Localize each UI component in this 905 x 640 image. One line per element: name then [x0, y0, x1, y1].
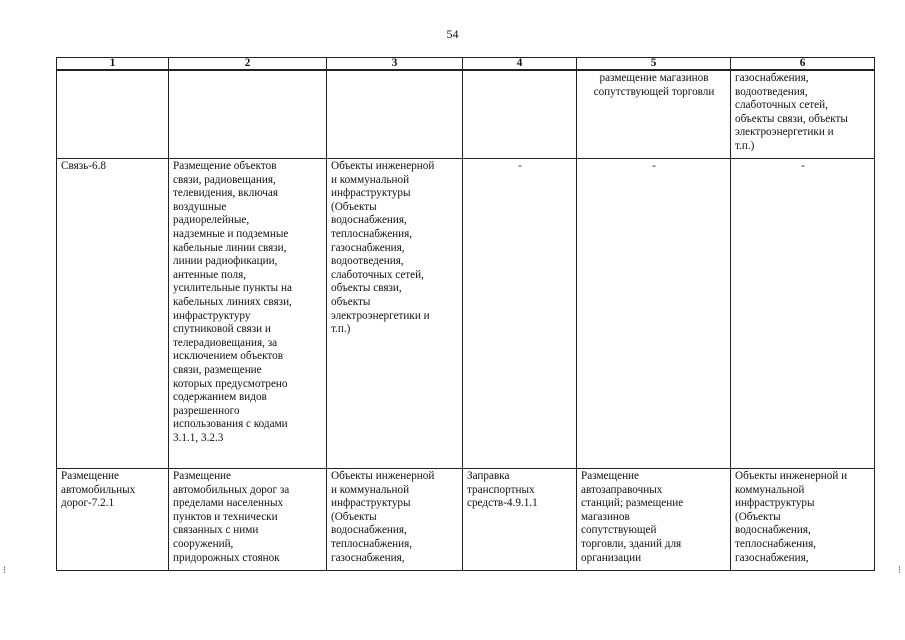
page-number: 54 [446, 27, 459, 41]
table-cell [327, 159, 463, 469]
table-cell [577, 159, 731, 469]
table-cell [463, 159, 577, 469]
table-cell [57, 70, 169, 159]
cell-text: - [518, 160, 522, 172]
table-cell [169, 70, 327, 159]
column-header-6: 6 [731, 58, 875, 71]
column-header-3: 3 [327, 58, 463, 71]
table-cell [577, 469, 731, 571]
cell-text: - [801, 160, 805, 172]
table-row [57, 469, 875, 571]
table-cell [327, 70, 463, 159]
scan-edge-mark: ⁝ [3, 565, 7, 576]
cell-text: Объекты инженерной и коммунальной инфраструктуры (Объекты водоснабжения, теплоснабжения, газоснабжения, [331, 470, 435, 564]
table-cell [327, 469, 463, 571]
table-cell [57, 159, 169, 469]
column-header-2: 2 [169, 58, 327, 71]
table-row [57, 159, 875, 469]
table-cell [731, 469, 875, 571]
table-row [57, 70, 875, 159]
column-header-1: 1 [57, 58, 169, 71]
cell-text: Объекты инженерной и коммунальной инфраструктуры (Объекты водоснабжения, теплоснабжения, газоснабжения, [735, 470, 848, 564]
cell-text: Заправка транспортных средств-4.9.1.1 [467, 470, 538, 510]
cell-text: Объекты инженерной и коммунальной инфраструктуры (Объекты водоснабжения, теплоснабжения, газоснабжения, водоотведения, слаботочных сетей, объекты связи, объекты электроэнергетики и т.п.) [331, 160, 435, 336]
column-header-5: 5 [577, 58, 731, 71]
scan-edge-mark: ⁝ [897, 565, 901, 576]
table-cell [57, 469, 169, 571]
table-header-row [57, 58, 875, 71]
column-header-4: 4 [463, 58, 577, 71]
table-cell [731, 159, 875, 469]
table-cell [463, 70, 577, 159]
cell-text: Связь-6.8 [61, 160, 106, 172]
cell-text: - [652, 160, 656, 172]
cell-text: Размещение автомобильных дорог за пределами населенных пунктов и технически связанных с ними сооружений, придорожных стоянок [173, 470, 290, 564]
cell-text: Размещение объектов связи, радиовещания, телевидения, включая воздушные радиорелейные, надземные и подземные кабельные линии связи, линии радиофикации, антенные поля, усилительные пункты на кабельных линиях связи, инфраструктуру спутниковой связи и телерадиовещания, за исключением объектов связи, размещение которых предусмотрено содержанием видов разрешенного использования с кодами 3.1.1, 3.2.3 [173, 160, 292, 444]
table-cell [731, 70, 875, 159]
table-cell [169, 159, 327, 469]
table-cell [463, 469, 577, 571]
cell-text: размещение магазинов сопутствующей торговли [593, 72, 715, 98]
cell-text: Размещение автомобильных дорог-7.2.1 [61, 470, 136, 510]
table-cell [577, 70, 731, 159]
cell-text: газоснабжения, водоотведения, слаботочных сетей, объекты связи, объекты электроэнергетики и т.п.) [735, 72, 848, 152]
land-use-table [56, 57, 875, 571]
cell-text: Размещение автозаправочных станций; размещение магазинов сопутствующей торговли, зданий для организации [581, 470, 684, 564]
table-cell [169, 469, 327, 571]
